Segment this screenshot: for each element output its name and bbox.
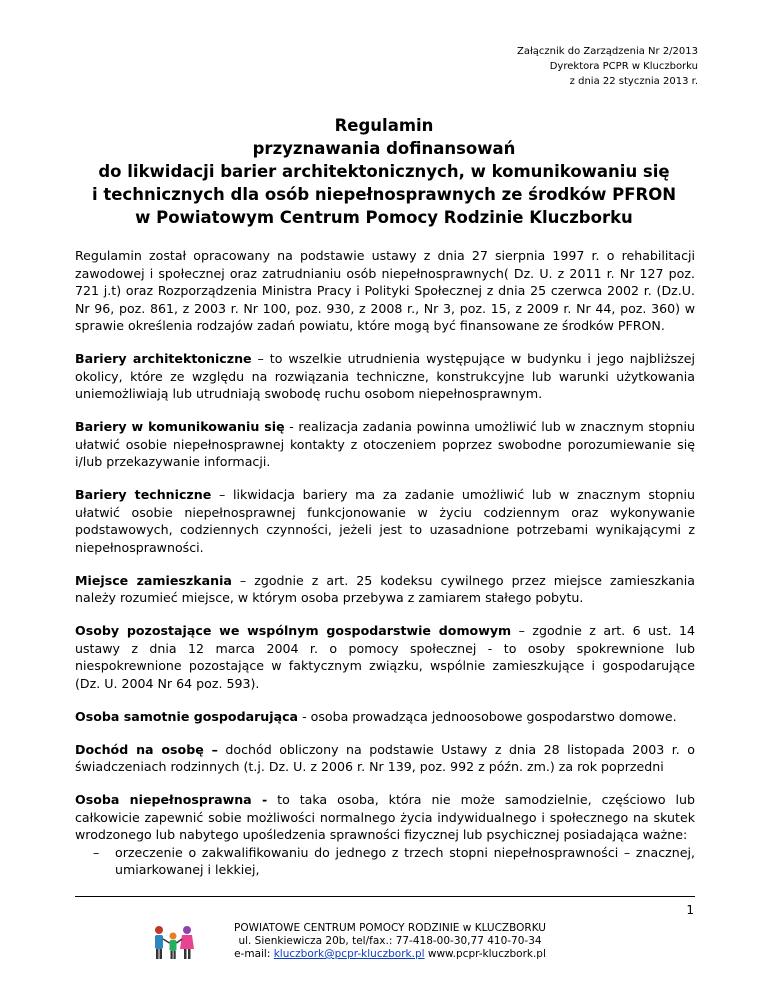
requirements-list (75, 844, 695, 879)
footer-address: ul. Sienkiewicza 20b, tel/fax.: 77-418-00-30,77 410-70-34 (238, 935, 542, 947)
attachment-note (398, 44, 698, 89)
intro-paragraph: Regulamin został opracowany na podstawie ustawy z dnia 27 sierpnia 1997 r. o rehabilitacji zawodowej i społecznej oraz zatrudnianiu osób niepełnosprawnych( Dz. U. z 2011 r. Nr 127 poz. 721 j.t) oraz Rozporządzenia Ministra Pracy i Polityki Społecznej z dnia 25 czerwca 2002 r. (Dz.U. Nr 96, poz. 861, z 2003 r. Nr 100, poz. 930, z 2008 r., Nr 3, poz. 15, z 2009 r. Nr 44, poz. 360) w sprawie określenia rodzajów zadań powiatu, które mogą być finansowane ze środków PFRON. (75, 248, 695, 333)
title-line-4: i technicznych dla osób niepełnosprawnych ze środków PFRON (91, 185, 677, 204)
definition-technical (75, 486, 695, 556)
footer-contact (160, 948, 620, 961)
title-line-3: do likwidacji barier architektonicznych, w komunikowaniu się (98, 162, 670, 181)
definition-term: Bariery architektoniczne (75, 351, 252, 366)
page-number: 1 (686, 903, 694, 917)
definition-term: Dochód na osobę – (75, 741, 218, 757)
definition-term: Osoba niepełnosprawna - (75, 792, 268, 807)
email-link[interactable]: kluczbork@pcpr-kluczbork.pl (273, 948, 425, 960)
definition-text: - osoba prowadząca jednoosobowe gospodarstwo domowe. (298, 708, 677, 724)
definition-architectural (75, 350, 695, 403)
title-line-5: w Powiatowym Centrum Pomocy Rodzinie Kluczborku (135, 208, 633, 227)
list-item: – orzeczenie o zakwalifikowaniu do jednego z trzech stopni niepełnosprawności – znacznej, umiarkowanej i lekkiej, (115, 844, 695, 879)
definition-text: to taka osoba, która nie może samodzielnie, częściowo lub całkowicie zapewnić sobie możliwości normalnego życia indywidualnego i społecznego na skutek wrodzonego lub nabytego upośledzenia sprawności fizycznej lub psychicznej posiadająca ważne: (75, 792, 695, 842)
footer-org-name: POWIATOWE CENTRUM POMOCY RODZINIE w KLUCZBORKU (234, 922, 546, 934)
definition-text: – to wszelkie utrudnienia występujące w budynku i jego najbliższej okolicy, które ze względu na rozwiązania techniczne, konstrukcyjne lub warunki użytkowania uniemożliwiają lub utrudniają swobodę ruchu osobom niepełnosprawnym. (75, 351, 695, 401)
definition-text: – likwidacja bariery ma za zadanie umożliwić lub w znacznym stopniu ułatwić osobie niepełnosprawnej funkcjonowanie w życiu codziennym oraz wykonywanie podstawowych, codziennych czynności, jeżeli jest to uzasadnione potrzebami wynikającymi z niepełnosprawności. (75, 487, 695, 555)
document-body (75, 247, 695, 879)
definition-text: dochód obliczony na podstawie Ustawy z dnia 28 listopada 2003 r. o świadczeniach rodzinnych (t.j. Dz. U. z 2006 r. Nr 139, poz. 992 z późn. zm.) za rok poprzedni (75, 741, 695, 774)
attachment-line-2: Dyrektora PCPR w Kluczborku (549, 61, 698, 72)
attachment-line-1: Załącznik do Zarządzenia Nr 2/2013 (516, 46, 698, 57)
logo-figure-leg-1 (156, 949, 159, 959)
definition-text: - realizacja zadania powinna umożliwić lub w znacznym stopniu ułatwić osobie niepełnosprawnej kontakty z otoczeniem poprzez swobodne porozumiewanie się i/lub przekazywanie informacji. (75, 419, 696, 469)
definition-single-household (75, 708, 695, 726)
definition-residence (75, 572, 695, 607)
definition-term: Bariery techniczne (75, 487, 212, 502)
definition-term: Osoby pozostające we wspólnym gospodarstwie domowym (75, 623, 512, 638)
attachment-line-3: z dnia 22 stycznia 2013 r. (569, 76, 698, 87)
footer-email-label: e-mail: (234, 948, 274, 960)
definition-income (75, 741, 695, 776)
definition-disabled-person (75, 791, 695, 844)
definition-household (75, 622, 695, 692)
title-line-1: Regulamin (334, 116, 434, 135)
definition-text: – zgodnie z art. 25 kodeksu cywilnego przez miejsce zamieszkania należy rozumieć miejsce, w którym osoba przebywa z zamiarem stałego pobytu. (75, 572, 695, 605)
definition-term: Miejsce zamieszkania (75, 572, 232, 588)
definition-term: Bariery w komunikowaniu się (75, 419, 285, 434)
definition-communication (75, 418, 695, 471)
document-title (60, 114, 708, 229)
footer (160, 922, 620, 961)
definition-term: Osoba samotnie gospodarująca (75, 708, 299, 724)
footer-website: www.pcpr-kluczbork.pl (424, 948, 546, 960)
footer-divider (75, 896, 695, 897)
title-line-2: przyznawania dofinansowań (252, 139, 516, 158)
definition-text: – zgodnie z art. 6 ust. 14 ustawy z dnia 12 marca 2004 r. o pomocy społecznej - to osoby spokrewnione lub niespokrewnione pozostające w faktycznym związku, wspólnie zamieszkujące i gospodarujące (Dz. U. 2004 Nr 64 poz. 593). (75, 623, 695, 691)
